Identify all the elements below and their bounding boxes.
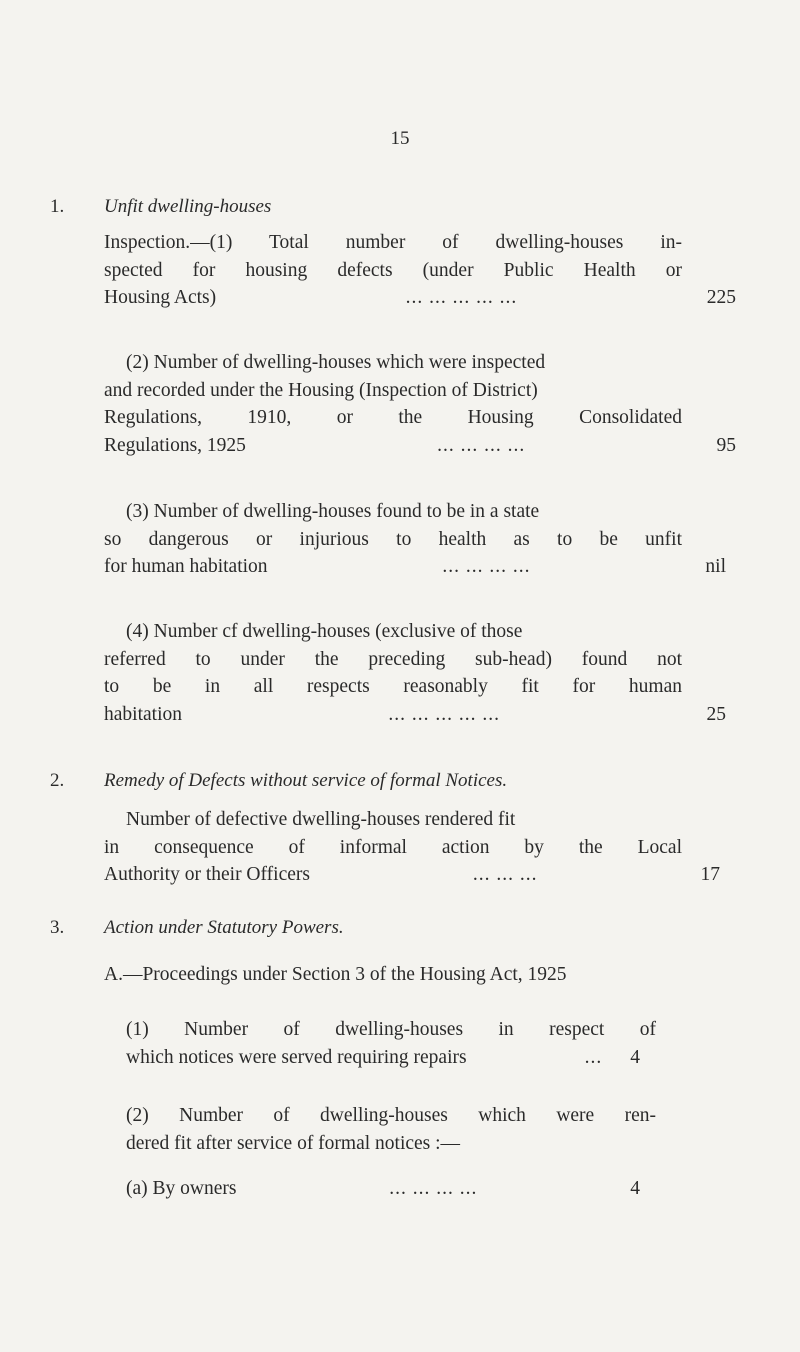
leader-dots: ... ... ... ... ... (405, 287, 518, 308)
item-line: (3) Number of dwelling-houses found to be in a state (126, 501, 540, 522)
leader-row (126, 1175, 640, 1203)
leader-dots: ... (584, 1046, 603, 1068)
item-line: for human habitation (104, 556, 268, 577)
item-line: (a) By owners (126, 1178, 237, 1199)
section-2-title: Remedy of Defects without service of formal Notices. (104, 770, 508, 791)
item-line: Regulations, 1925 (104, 434, 246, 456)
item-value: 4 (630, 1178, 640, 1199)
item-value: 17 (700, 864, 720, 885)
item-line: habitation (104, 703, 182, 725)
item-line: Inspection.—(1) Total number of dwelling-houses in- (104, 232, 682, 253)
section-3-item-2 (126, 1102, 656, 1157)
item-line: Regulations, 1910, or the Housing Consolidated (104, 407, 682, 428)
item-line: (2) Number of dwelling-houses which were ren- (126, 1105, 656, 1126)
item-line: which notices were served requiring repairs (126, 1046, 467, 1068)
item-line: (2) Number of dwelling-houses which were inspected (126, 352, 546, 373)
item-line: Number of defective dwelling-houses rendered fit (126, 809, 516, 830)
leader-row (126, 1044, 640, 1072)
item-value: 225 (706, 287, 736, 308)
item-value: 95 (716, 434, 736, 456)
leader-row (104, 432, 736, 460)
item-line: and recorded under the Housing (Inspection of District) (104, 379, 538, 401)
section-1-item-2 (104, 349, 736, 459)
leader-dots: ... ... ... ... (437, 434, 526, 456)
leader-dots: ... ... ... (472, 864, 538, 885)
leader-dots: ... ... ... ... (442, 556, 531, 577)
item-line: referred to under the preceding sub-head) found not (104, 648, 682, 670)
leader-dots: ... ... ... ... ... (388, 703, 501, 725)
section-3-number: 3. (50, 917, 65, 938)
item-line: to be in all respects reasonably fit for human (104, 676, 682, 697)
item-line: spected for housing defects (under Public Health or (104, 259, 682, 281)
item-line: Housing Acts) (104, 287, 217, 308)
leader-row (104, 861, 720, 889)
item-line: (4) Number cf dwelling-houses (exclusive of those (126, 621, 523, 642)
section-3-item-1 (126, 1016, 656, 1071)
section-1-item-1 (104, 229, 736, 312)
section-3-title: Action under Statutory Powers. (104, 917, 344, 938)
section-2-body (104, 806, 720, 889)
leader-row (104, 701, 726, 729)
item-line: in consequence of informal action by the Local (104, 836, 682, 858)
leader-row (104, 553, 726, 581)
item-line: Authority or their Officers (104, 864, 310, 885)
section-2-number: 2. (50, 770, 65, 791)
item-line: (1) Number of dwelling-houses in respect of (126, 1019, 656, 1040)
item-line: dered fit after service of formal notices :— (126, 1132, 461, 1154)
leader-row (104, 284, 736, 312)
item-value: 25 (706, 703, 726, 725)
subhead-a: A.—Proceedings under Section 3 of the Housing Act, 1925 (104, 964, 567, 985)
section-1-title: Unfit dwelling-houses (104, 196, 272, 217)
section-1-item-4 (104, 618, 726, 728)
leader-dots: ... ... ... ... (389, 1178, 478, 1199)
page-number: 15 (390, 128, 410, 149)
item-line: so dangerous or injurious to health as to be unfit (104, 528, 682, 550)
item-value: nil (705, 556, 726, 577)
section-3-item-2a (126, 1175, 640, 1203)
section-1-number: 1. (50, 196, 65, 217)
item-value: 4 (630, 1046, 640, 1068)
section-1-item-3 (104, 498, 726, 581)
